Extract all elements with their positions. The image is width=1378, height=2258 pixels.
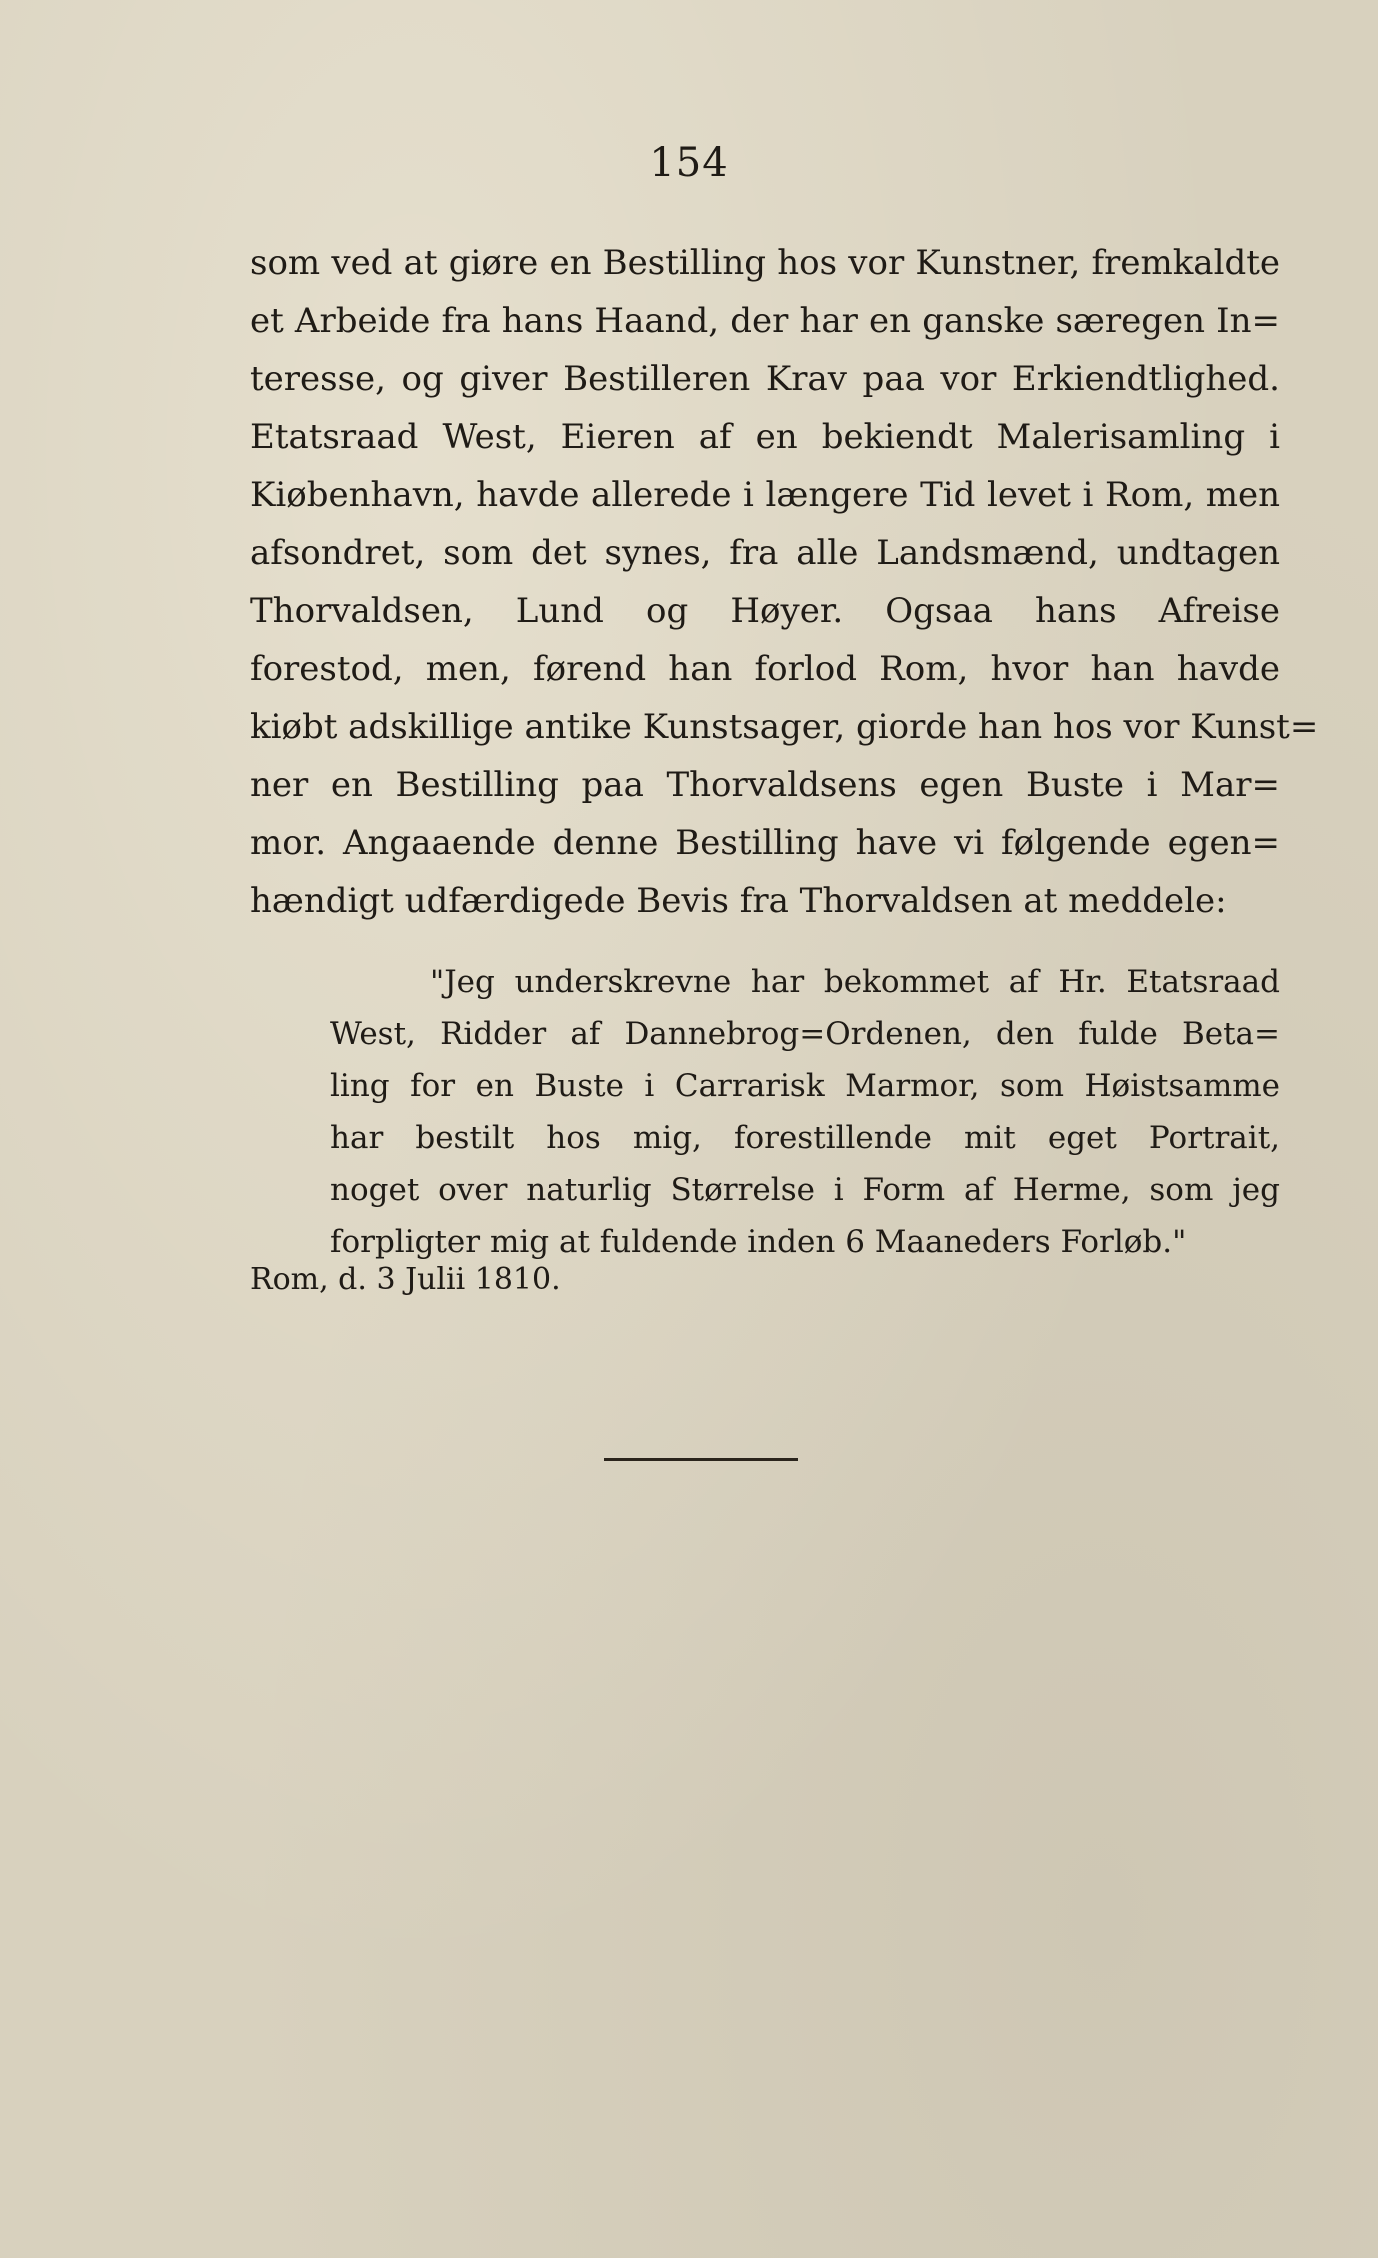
body-line: Etatsraad West, Eieren af en bekiendt Malerisamling i [250,417,1280,457]
quote-line: forpligter mig at fuldende inden 6 Maaneders Forløb." [330,1224,1187,1260]
body-line: hændigt udfærdigede Bevis fra Thorvaldsen at meddele: [250,881,1227,921]
quote-line: ling for en Buste i Carrarisk Marmor, som Høistsamme [330,1068,1280,1104]
body-line: et Arbeide fra hans Haand, der har en ganske særegen In= [250,301,1280,341]
body-line: ner en Bestilling paa Thorvaldsens egen Buste i Mar= [250,765,1280,805]
section-divider [604,1458,798,1461]
body-line: teresse, og giver Bestilleren Krav paa vor Erkiendtlighed. [250,359,1280,399]
dateline: Rom, d. 3 Julii 1810. [250,1262,561,1297]
quote-line: har bestilt hos mig, forestillende mit eget Portrait, [330,1120,1280,1156]
body-line: mor. Angaaende denne Bestilling have vi følgende egen= [250,823,1280,863]
quote-line: noget over naturlig Størrelse i Form af Herme, som jeg [330,1172,1280,1208]
body-line: kiøbt adskillige antike Kunstsager, giorde han hos vor Kunst= [250,707,1319,747]
body-line: forestod, men, førend han forlod Rom, hvor han havde [250,649,1280,689]
body-paragraph [250,234,1319,930]
body-line: som ved at giøre en Bestilling hos vor Kunstner, fremkaldte [250,243,1280,283]
body-line: Kiøbenhavn, havde allerede i længere Tid levet i Rom, men [250,475,1280,515]
body-line: Thorvaldsen, Lund og Høyer. Ogsaa hans Afreise [250,591,1280,631]
quoted-receipt [330,956,1280,1268]
quote-line: West, Ridder af Dannebrog=Ordenen, den fulde Beta= [330,1016,1280,1052]
page-number: 154 [649,140,729,186]
quote-line: "Jeg underskrevne har bekommet af Hr. Etatsraad [430,964,1280,1000]
body-line: afsondret, som det synes, fra alle Landsmænd, undtagen [250,533,1280,573]
